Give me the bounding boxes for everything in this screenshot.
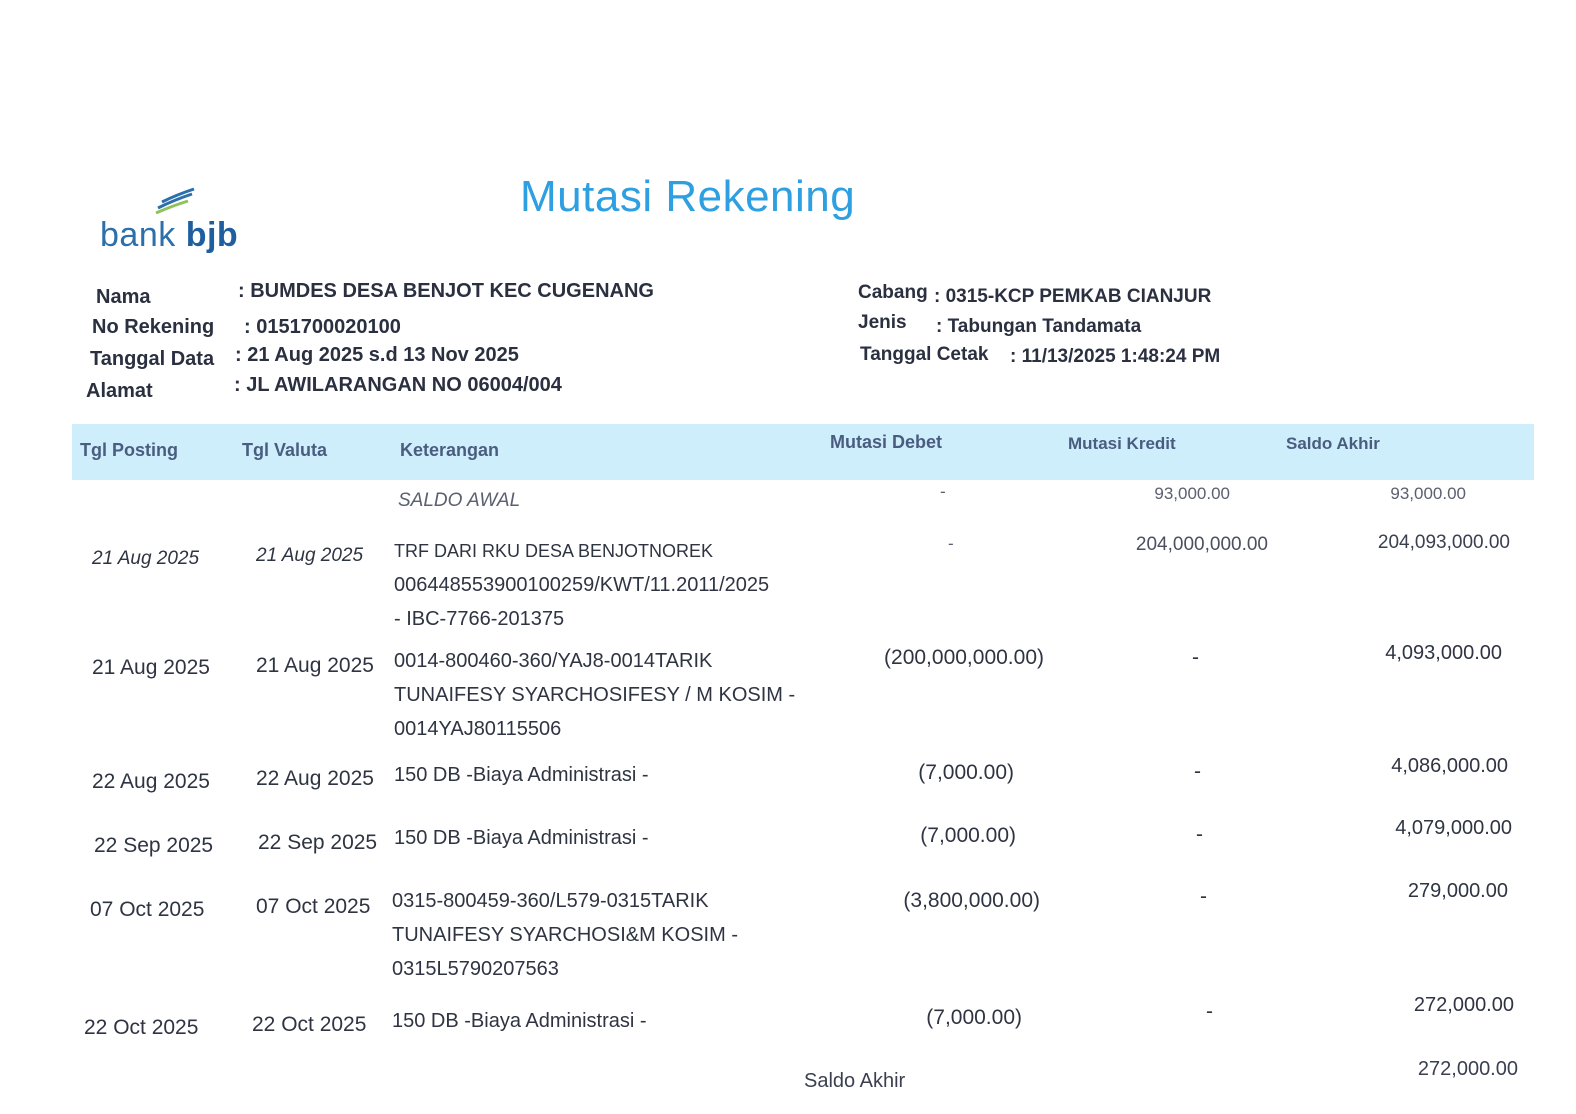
- row-debet: -: [948, 534, 954, 553]
- row-tgl-posting: 22 Oct 2025: [84, 1016, 199, 1039]
- row-saldo: 4,093,000.00: [1385, 642, 1502, 664]
- row-debet: (7,000.00): [918, 761, 1014, 784]
- row-tgl-posting: 07 Oct 2025: [90, 898, 205, 921]
- row-tgl-posting: 22 Aug 2025: [92, 770, 210, 793]
- info-norek: [92, 316, 401, 339]
- row-keterangan: 150 DB -Biaya Administrasi -: [394, 827, 649, 849]
- info-jenis: [858, 312, 1142, 337]
- info-tanggal-cetak: [860, 344, 1221, 367]
- nama-label: Nama: [96, 286, 151, 308]
- bjb-swoosh-icon: [152, 186, 196, 214]
- row-kredit: -: [1200, 885, 1207, 908]
- table-header: [72, 424, 1534, 480]
- row-kredit: -: [1206, 1000, 1213, 1023]
- row-kredit: 204,000,000.00: [1135, 534, 1268, 555]
- row-tgl-valuta: 21 Aug 2025: [256, 545, 364, 566]
- row-keterangan: [394, 534, 769, 636]
- row-tgl-posting: 22 Sep 2025: [94, 834, 214, 857]
- row-saldo: 204,093,000.00: [1377, 532, 1510, 553]
- row-tgl-valuta: 21 Aug 2025: [256, 654, 374, 677]
- cabang-label: Cabang: [858, 282, 928, 303]
- row-tgl-valuta: 22 Sep 2025: [258, 831, 378, 854]
- saldo-akhir-value: 272,000.00: [1417, 1058, 1518, 1080]
- row-kredit: -: [1192, 646, 1199, 669]
- row-debet: (7,000.00): [926, 1006, 1022, 1029]
- keterangan-line: TUNAIFESY SYARCHOSI&M KOSIM -: [392, 924, 738, 946]
- row-kredit: -: [1196, 823, 1203, 846]
- row-saldo: 272,000.00: [1413, 994, 1514, 1016]
- row-saldo: 4,079,000.00: [1395, 817, 1512, 839]
- norek-label: No Rekening: [92, 316, 215, 338]
- row-keterangan: [394, 644, 795, 746]
- row-tgl-posting: 21 Aug 2025: [92, 656, 210, 679]
- jenis-label: Jenis: [858, 312, 907, 333]
- keterangan-line: 00644855390010025​9/KWT/11.2011/2025: [394, 574, 770, 596]
- keterangan-line: 0014-800460-360/YAJ8-0014TARIK: [394, 650, 713, 672]
- row-tgl-valuta: 22 Aug 2025: [256, 767, 374, 790]
- tanggal-cetak-label: Tanggal Cetak: [860, 344, 989, 365]
- col-mutasi-debet: Mutasi Debet: [830, 432, 943, 452]
- saldo-awal-saldo: 93,000.00: [1390, 484, 1466, 503]
- row-debet: (200,000,000.00): [884, 646, 1044, 669]
- row-debet: (3,800,000.00): [903, 889, 1040, 912]
- row-kredit: -: [1194, 760, 1201, 783]
- row-tgl-valuta: 22 Oct 2025: [252, 1013, 367, 1036]
- info-nama: [96, 280, 654, 309]
- tanggal-cetak-value: : 11/13/2025 1:48:24 PM: [1010, 346, 1221, 367]
- keterangan-line: - IBC-7766-201375: [394, 608, 565, 630]
- cabang-value: : 0315-KCP PEMKAB CIANJUR: [934, 286, 1212, 307]
- alamat-label: Alamat: [86, 380, 153, 402]
- col-tgl-valuta: Tgl Valuta: [242, 440, 328, 460]
- logo-text-bold: bjb: [185, 216, 239, 254]
- keterangan-line: TUNAIFESY SYARCHOSIFESY / M KOSIM -: [394, 684, 796, 706]
- keterangan-line: 0315L5790207563: [392, 958, 559, 980]
- row-tgl-valuta: 07 Oct 2025: [256, 895, 371, 918]
- row-saldo: 4,086,000.00: [1391, 755, 1508, 777]
- info-cabang: [858, 282, 1212, 307]
- row-keterangan: 150 DB -Biaya Administrasi -: [392, 1010, 647, 1032]
- logo-text-light: bank: [100, 216, 186, 254]
- info-alamat: [86, 374, 562, 403]
- tanggal-data-label: Tanggal Data: [90, 348, 215, 370]
- row-keterangan: [392, 884, 738, 986]
- tanggal-data-value: : 21 Aug 2025 s.d 13 Nov 2025: [235, 344, 519, 366]
- row-debet: (7,000.00): [920, 824, 1016, 847]
- saldo-akhir-label: Saldo Akhir: [804, 1070, 906, 1092]
- keterangan-line: 0315-800459-360/L579-0315TARIK: [392, 890, 709, 912]
- saldo-awal-debet: -: [940, 482, 946, 501]
- keterangan-line: 0014YAJ80115506: [394, 718, 562, 740]
- norek-value: : 0151700020100: [244, 316, 401, 338]
- saldo-awal-kredit: 93,000.00: [1154, 484, 1230, 503]
- row-keterangan: 150 DB -Biaya Administrasi -: [394, 764, 649, 786]
- row-saldo: 279,000.00: [1407, 880, 1508, 902]
- row-tgl-posting: 21 Aug 2025: [92, 548, 200, 569]
- col-keterangan: Keterangan: [400, 440, 500, 460]
- nama-value: : BUMDES DESA BENJOT KEC CUGENANG: [238, 280, 654, 302]
- info-tanggal-data: [90, 344, 519, 371]
- col-saldo-akhir: Saldo Akhir: [1286, 434, 1380, 453]
- alamat-value: : JL AWILARANGAN NO 06004/004: [234, 374, 562, 396]
- jenis-value: : Tabungan Tandamata: [936, 316, 1142, 337]
- col-mutasi-kredit: Mutasi Kredit: [1068, 434, 1176, 453]
- col-tgl-posting: Tgl Posting: [80, 440, 178, 460]
- bank-logo: [100, 186, 260, 260]
- keterangan-line: TRF DARI RKU DESA BENJOTNOREK: [394, 541, 714, 561]
- page-title: Mutasi Rekening: [520, 172, 856, 221]
- logo-text: [100, 216, 238, 255]
- saldo-awal-label: SALDO AWAL: [398, 490, 521, 511]
